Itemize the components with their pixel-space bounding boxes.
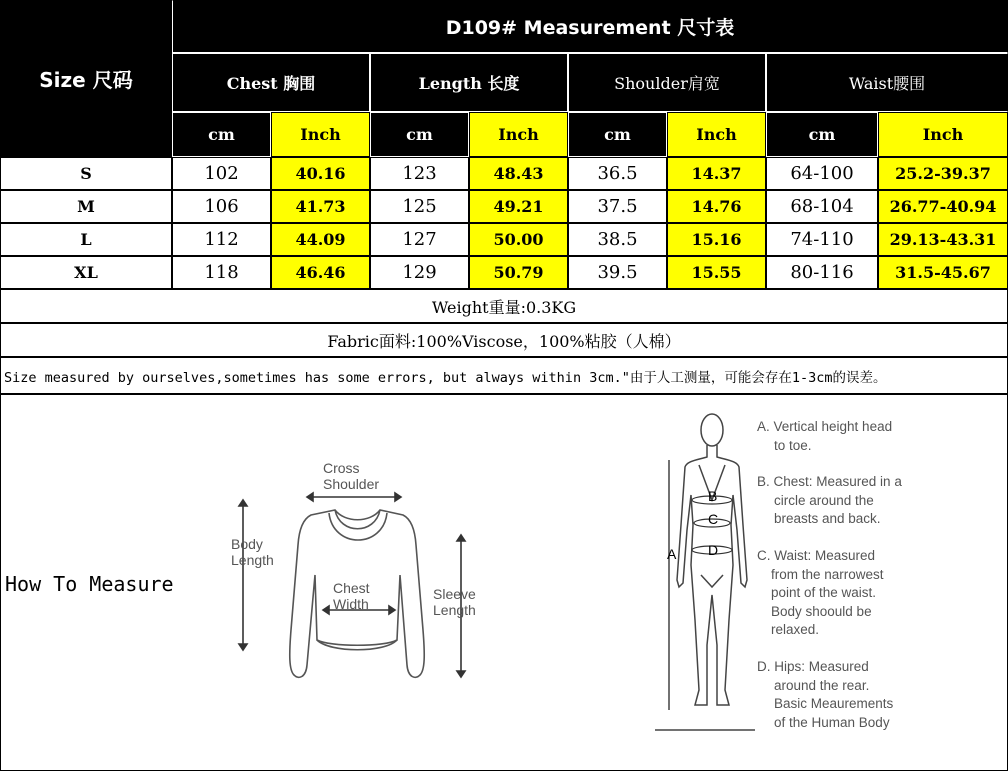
unit-label: Inch bbox=[922, 125, 964, 144]
group-shoulder-label: Shoulder肩宽 bbox=[614, 74, 720, 93]
group-waist-label: Waist腰围 bbox=[848, 74, 926, 93]
cm-cell bbox=[370, 190, 469, 223]
unit-header bbox=[469, 112, 568, 157]
table-title: D109# Measurement 尺寸表 bbox=[445, 17, 735, 39]
inch-cell bbox=[469, 190, 568, 223]
inch-cell bbox=[878, 256, 1008, 289]
note-line: to toe. bbox=[774, 437, 812, 453]
fabric-text: Fabric面料:100%Viscose，100%粘胶（人棉） bbox=[327, 331, 681, 351]
size-cell bbox=[0, 223, 172, 256]
table-title-cell bbox=[172, 0, 1008, 53]
cm-cell bbox=[766, 256, 878, 289]
cm-cell bbox=[370, 223, 469, 256]
label-line: Length bbox=[433, 602, 476, 618]
body-letter-d: D bbox=[708, 542, 719, 558]
inch-cell bbox=[469, 256, 568, 289]
cell-value: 25.2-39.37 bbox=[895, 164, 991, 183]
inch-cell bbox=[667, 190, 766, 223]
body-length-label bbox=[231, 536, 274, 568]
cell-value: 102 bbox=[204, 163, 239, 184]
cell-value: 64-100 bbox=[790, 163, 854, 184]
how-to-measure-title: How To Measure bbox=[5, 572, 174, 596]
cell-value: 40.16 bbox=[295, 164, 346, 183]
size-label: L bbox=[80, 230, 92, 249]
label-line: Sleeve bbox=[433, 586, 476, 602]
cm-cell bbox=[766, 157, 878, 190]
cell-value: 50.79 bbox=[493, 263, 544, 282]
cell-value: 118 bbox=[204, 262, 239, 283]
body-note-a bbox=[757, 418, 892, 455]
cell-value: 123 bbox=[402, 163, 437, 184]
unit-label: cm bbox=[808, 125, 836, 144]
cell-value: 37.5 bbox=[597, 196, 638, 217]
inch-cell bbox=[271, 223, 370, 256]
note-line: point of the waist. bbox=[771, 585, 877, 600]
note-line: D. Hips: Measured bbox=[757, 659, 869, 674]
body-letter-c: C bbox=[708, 511, 719, 527]
inch-cell bbox=[878, 223, 1008, 256]
inch-cell bbox=[271, 190, 370, 223]
note-line: from the narrowest bbox=[771, 566, 884, 582]
cm-cell bbox=[766, 190, 878, 223]
cell-value: 38.5 bbox=[597, 229, 638, 250]
size-label: M bbox=[77, 197, 95, 216]
cell-value: 50.00 bbox=[493, 230, 544, 249]
label-line: Chest bbox=[333, 580, 370, 596]
weight-text: Weight重量:0.3KG bbox=[431, 297, 577, 317]
group-waist bbox=[766, 53, 1008, 112]
note-text: Size measured by ourselves,sometimes has some errors, but always within 3cm."由于人工测量，可能会存在1-3cm的误差。 bbox=[4, 369, 887, 386]
chest-width-label bbox=[333, 580, 370, 612]
inch-cell bbox=[878, 190, 1008, 223]
body-letter-b: B bbox=[708, 488, 718, 504]
group-shoulder bbox=[568, 53, 766, 112]
cm-cell bbox=[568, 157, 667, 190]
cell-value: 112 bbox=[204, 229, 239, 250]
body-note-d bbox=[757, 658, 893, 732]
cm-cell bbox=[172, 223, 271, 256]
size-cell bbox=[0, 190, 172, 223]
size-label: S bbox=[80, 164, 92, 183]
inch-cell bbox=[271, 256, 370, 289]
size-label: XL bbox=[74, 263, 98, 282]
label-line: Length bbox=[231, 552, 274, 568]
inch-cell bbox=[878, 157, 1008, 190]
group-chest bbox=[172, 53, 370, 112]
unit-header bbox=[878, 112, 1008, 157]
note-line: Basic Meaurements bbox=[774, 696, 894, 711]
cell-value: 68-104 bbox=[790, 196, 854, 217]
group-length-label: Length 长度 bbox=[418, 74, 520, 93]
cell-value: 15.16 bbox=[691, 230, 742, 249]
unit-label: cm bbox=[208, 125, 235, 144]
size-header-cell bbox=[0, 0, 172, 157]
inch-cell bbox=[271, 157, 370, 190]
cell-value: 129 bbox=[402, 262, 437, 283]
cell-value: 31.5-45.67 bbox=[895, 263, 991, 282]
weight-row bbox=[0, 289, 1008, 323]
size-header-label: Size 尺码 bbox=[39, 68, 133, 92]
body-note-b bbox=[757, 473, 902, 529]
fabric-row bbox=[0, 323, 1008, 357]
cell-value: 125 bbox=[402, 196, 437, 217]
inch-cell bbox=[667, 256, 766, 289]
inch-cell bbox=[667, 223, 766, 256]
cell-value: 41.73 bbox=[295, 197, 346, 216]
note-line: relaxed. bbox=[771, 622, 820, 637]
unit-label: Inch bbox=[498, 125, 539, 144]
sleeve-length-label bbox=[433, 586, 476, 618]
group-chest-label: Chest 胸围 bbox=[226, 74, 316, 93]
inch-cell bbox=[667, 157, 766, 190]
unit-label: Inch bbox=[300, 125, 341, 144]
inch-cell bbox=[469, 157, 568, 190]
unit-label: cm bbox=[604, 125, 631, 144]
cm-cell bbox=[172, 157, 271, 190]
cm-cell bbox=[568, 256, 667, 289]
note-line: A. Vertical height head bbox=[757, 419, 893, 434]
note-line: B. Chest: Measured in a bbox=[757, 474, 902, 489]
unit-label: Inch bbox=[696, 125, 737, 144]
note-line: around the rear. bbox=[774, 677, 870, 693]
cm-cell bbox=[370, 157, 469, 190]
cm-cell bbox=[370, 256, 469, 289]
size-cell bbox=[0, 157, 172, 190]
label-line: Shoulder bbox=[323, 476, 380, 492]
note-line: C. Waist: Measured bbox=[757, 548, 876, 563]
cm-cell bbox=[172, 190, 271, 223]
note-line: circle around the bbox=[774, 492, 874, 508]
unit-header bbox=[172, 112, 271, 157]
unit-label: cm bbox=[406, 125, 433, 144]
label-line: Body bbox=[231, 536, 263, 552]
cell-value: 127 bbox=[402, 229, 437, 250]
cm-cell bbox=[766, 223, 878, 256]
cell-value: 106 bbox=[204, 196, 239, 217]
note-line: of the Human Body bbox=[774, 714, 890, 730]
body-illustration bbox=[655, 405, 755, 735]
cell-value: 48.43 bbox=[493, 164, 544, 183]
note-row bbox=[0, 357, 1008, 394]
note-line: breasts and back. bbox=[774, 511, 881, 526]
cell-value: 46.46 bbox=[295, 263, 346, 282]
inch-cell bbox=[469, 223, 568, 256]
cross-shoulder-label bbox=[323, 460, 379, 492]
cell-value: 80-116 bbox=[790, 262, 854, 283]
body-letter-a: A bbox=[667, 546, 677, 562]
cell-value: 49.21 bbox=[493, 197, 544, 216]
body-note-c bbox=[757, 547, 884, 640]
cell-value: 44.09 bbox=[295, 230, 346, 249]
cell-value: 14.76 bbox=[691, 197, 742, 216]
label-line: Cross bbox=[323, 460, 360, 476]
unit-header bbox=[271, 112, 370, 157]
group-length bbox=[370, 53, 568, 112]
cell-value: 39.5 bbox=[597, 262, 638, 283]
cell-value: 29.13-43.31 bbox=[889, 230, 997, 249]
cell-value: 74-110 bbox=[790, 229, 854, 250]
cm-cell bbox=[568, 190, 667, 223]
cm-cell bbox=[568, 223, 667, 256]
cm-cell bbox=[172, 256, 271, 289]
unit-header bbox=[766, 112, 878, 157]
note-line: Body shoould be bbox=[771, 603, 872, 619]
cell-value: 26.77-40.94 bbox=[889, 197, 997, 216]
cell-value: 15.55 bbox=[691, 263, 742, 282]
unit-header bbox=[568, 112, 667, 157]
label-line: Width bbox=[333, 596, 369, 612]
cell-value: 36.5 bbox=[597, 163, 638, 184]
unit-header bbox=[667, 112, 766, 157]
unit-header bbox=[370, 112, 469, 157]
cell-value: 14.37 bbox=[691, 164, 742, 183]
size-cell bbox=[0, 256, 172, 289]
